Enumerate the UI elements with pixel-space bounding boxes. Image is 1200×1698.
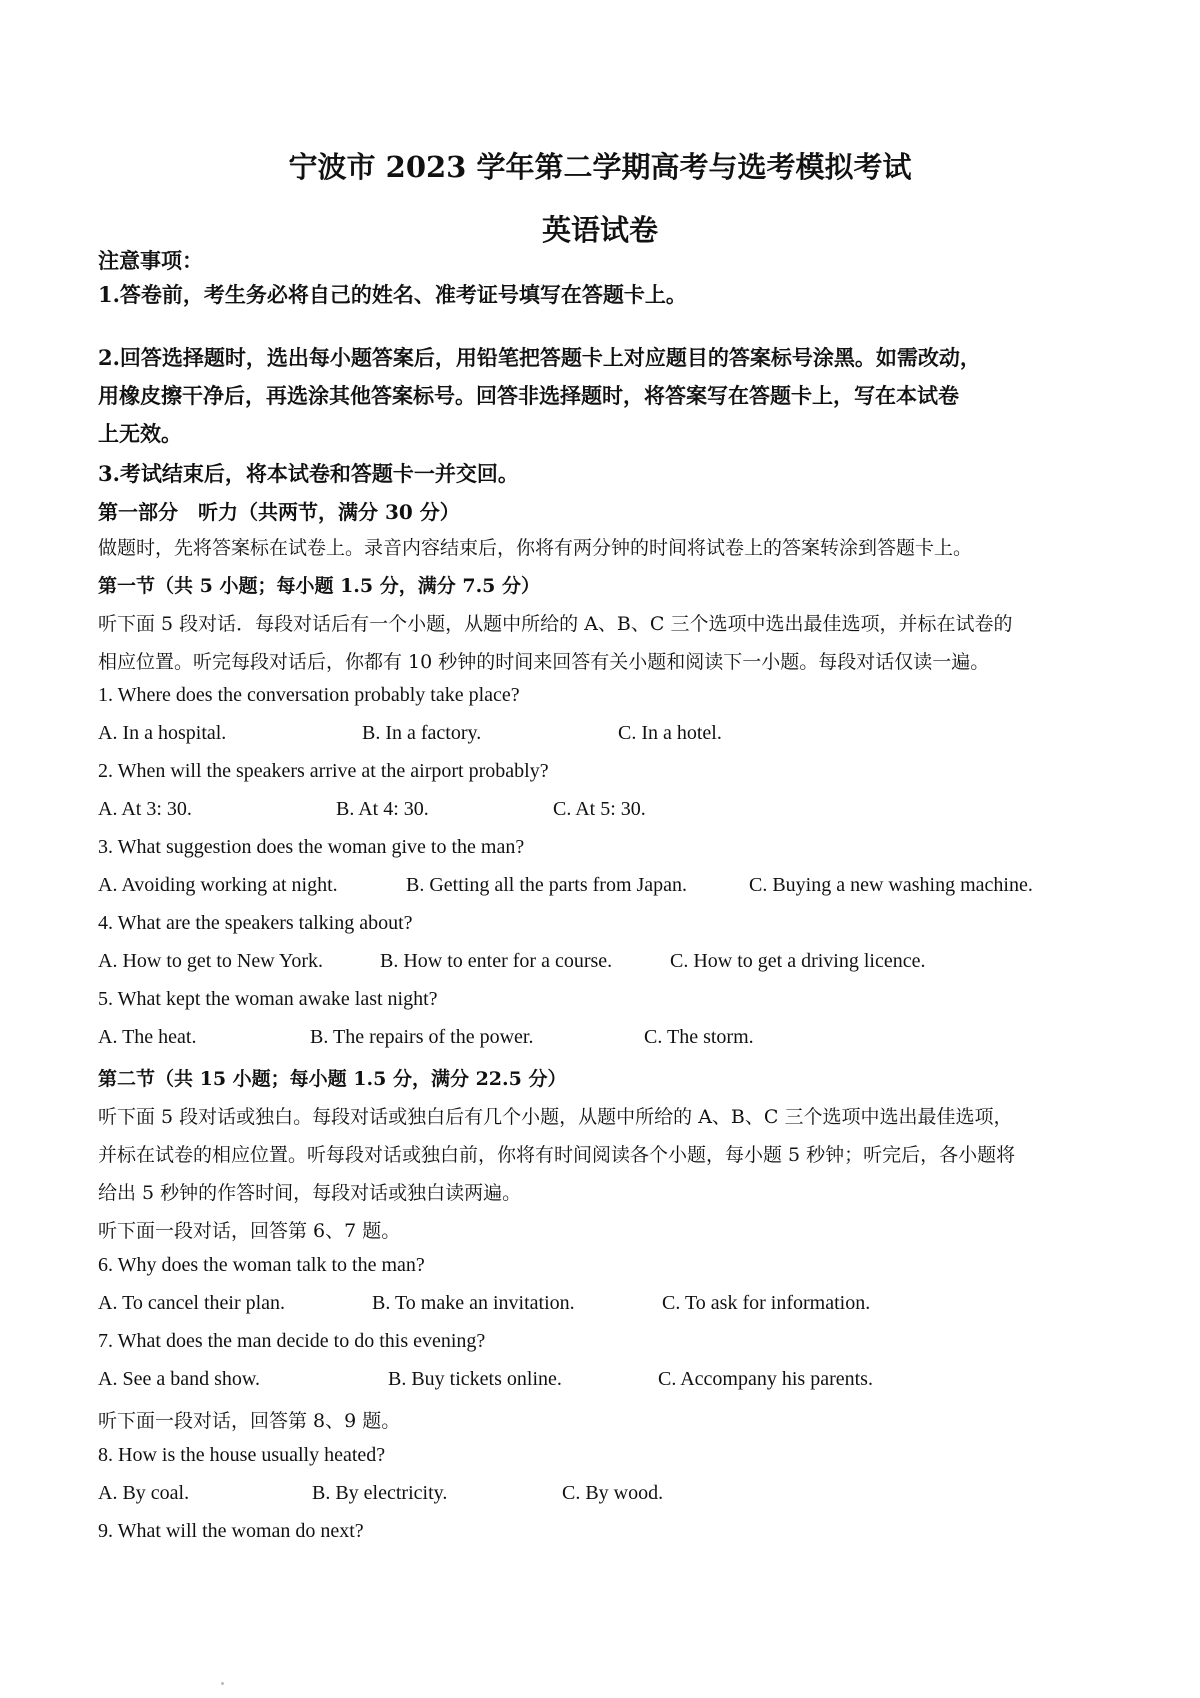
- question-4: 4. What are the speakers talking about?: [98, 912, 413, 934]
- question-1: 1. Where does the conversation probably take place?: [98, 684, 520, 706]
- question-8: 8. How is the house usually heated?: [98, 1444, 386, 1466]
- q7-option-b: B. Buy tickets online.: [388, 1368, 562, 1390]
- footer-mark: [221, 1682, 224, 1685]
- exam-title: 宁波市 2023 学年第二学期高考与选考模拟考试: [288, 150, 912, 184]
- q1-option-c: C. In a hotel.: [618, 722, 722, 744]
- section2-instruction-line3: 给出 5 秒钟的作答时间，每段对话或独白读两遍。: [98, 1182, 522, 1204]
- notice-item-3: 3.考试结束后，将本试卷和答题卡一并交回。: [98, 461, 519, 486]
- section2-instruction-line2: 并标在试卷的相应位置。听每段对话或独白前，你将有时间阅读各个小题，每小题 5 秒钟；听完后，各小题将: [98, 1144, 1016, 1166]
- q2-option-b: B. At 4: 30.: [336, 798, 429, 820]
- notice-heading: 注意事项：: [98, 248, 203, 273]
- q6-option-c: C. To ask for information.: [662, 1292, 871, 1314]
- section1-heading: 第一节（共 5 小题；每小题 1.5 分，满分 7.5 分）: [98, 575, 541, 597]
- q6-option-b: B. To make an invitation.: [372, 1292, 575, 1314]
- q6-option-a: A. To cancel their plan.: [98, 1292, 286, 1314]
- question-9: 9. What will the woman do next?: [98, 1520, 364, 1542]
- q2-option-c: C. At 5: 30.: [553, 798, 646, 820]
- q5-option-c: C. The storm.: [644, 1026, 754, 1048]
- q7-option-a: A. See a band show.: [98, 1368, 261, 1390]
- question-2: 2. When will the speakers arrive at the airport probably?: [98, 760, 549, 782]
- q4-option-a: A. How to get to New York.: [98, 950, 323, 972]
- group-instruction-6-7: 听下面一段对话，回答第 6、7 题。: [98, 1220, 401, 1242]
- section1-instruction-line1: 听下面 5 段对话．每段对话后有一个小题，从题中所给的 A、B、C 三个选项中选出最佳选项，并标在试卷的: [98, 613, 1013, 635]
- q4-option-c: C. How to get a driving licence.: [670, 950, 926, 972]
- q8-option-a: A. By coal.: [98, 1482, 190, 1504]
- q4-option-b: B. How to enter for a course.: [380, 950, 613, 972]
- exam-subtitle: 英语试卷: [541, 213, 658, 247]
- section2-heading: 第二节（共 15 小题；每小题 1.5 分，满分 22.5 分）: [98, 1068, 567, 1090]
- notice-item-2-line3: 上无效。: [98, 421, 182, 446]
- q1-option-a: A. In a hospital.: [98, 722, 227, 744]
- part1-instruction: 做题时，先将答案标在试卷上。录音内容结束后，你将有两分钟的时间将试卷上的答案转涂到答题卡上。: [98, 537, 973, 559]
- q2-option-a: A. At 3: 30.: [98, 798, 192, 820]
- section1-instruction-line2: 相应位置。听完每段对话后，你都有 10 秒钟的时间来回答有关小题和阅读下一小题。每段对话仅读一遍。: [98, 651, 990, 673]
- part1-heading: 第一部分 听力（共两节，满分 30 分）: [98, 500, 460, 524]
- notice-item-2-line1: 2.回答选择题时，选出每小题答案后，用铅笔把答题卡上对应题目的答案标号涂黑。如需改动，: [98, 345, 981, 370]
- question-5: 5. What kept the woman awake last night?: [98, 988, 438, 1010]
- q5-option-b: B. The repairs of the power.: [310, 1026, 534, 1048]
- q8-option-c: C. By wood.: [562, 1482, 664, 1504]
- question-3: 3. What suggestion does the woman give to the man?: [98, 836, 525, 858]
- q8-option-b: B. By electricity.: [312, 1482, 448, 1504]
- group-instruction-8-9: 听下面一段对话，回答第 8、9 题。: [98, 1410, 401, 1432]
- question-7: 7. What does the man decide to do this evening?: [98, 1330, 486, 1352]
- notice-item-1: 1.答卷前，考生务必将自己的姓名、准考证号填写在答题卡上。: [98, 282, 687, 307]
- q1-option-b: B. In a factory.: [362, 722, 482, 744]
- q3-option-b: B. Getting all the parts from Japan.: [406, 874, 688, 896]
- section2-instruction-line1: 听下面 5 段对话或独白。每段对话或独白后有几个小题，从题中所给的 A、B、C 三个选项中选出最佳选项，: [98, 1106, 1013, 1128]
- q5-option-a: A. The heat.: [98, 1026, 197, 1048]
- notice-item-2-line2: 用橡皮擦干净后，再选涂其他答案标号。回答非选择题时，将答案写在答题卡上，写在本试卷: [98, 383, 959, 408]
- q3-option-a: A. Avoiding working at night.: [98, 874, 338, 896]
- q7-option-c: C. Accompany his parents.: [658, 1368, 873, 1390]
- question-6: 6. Why does the woman talk to the man?: [98, 1254, 425, 1276]
- q3-option-c: C. Buying a new washing machine.: [749, 874, 1033, 896]
